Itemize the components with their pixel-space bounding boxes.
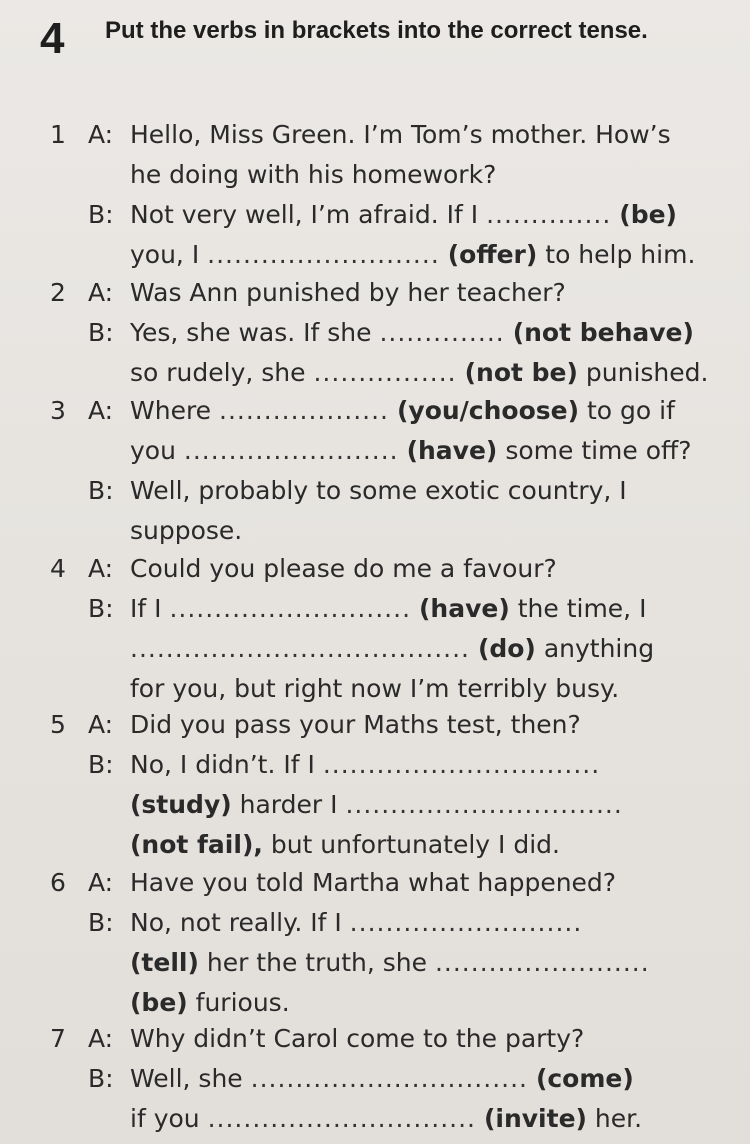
speaker-a-line: Did you pass your Maths test, then? [130,710,581,739]
speaker-a-label: A: [88,1024,114,1053]
text: Well, she [130,1064,243,1093]
answer-blank[interactable]: ........................... [169,594,412,623]
text: but unfortunately I did. [270,830,560,859]
speaker-b-line-1 [130,1060,710,1098]
speaker-b-label: B: [88,476,114,505]
speaker-a-label: A: [88,554,114,583]
text: her the truth, she [206,948,428,977]
text: you [130,436,176,465]
speaker-a-label: A: [88,710,114,739]
speaker-b-line-2 [130,786,710,824]
answer-blank[interactable]: .............. [379,318,505,347]
speaker-a-label: A: [88,868,114,897]
speaker-b-label: B: [88,318,114,347]
speaker-b-line-1 [130,196,710,234]
speaker-b-label: B: [88,1064,114,1093]
speaker-b-line-2 [130,944,710,982]
text: you, I [130,240,200,269]
text: some time off? [505,436,692,465]
item-number: 1 [50,120,66,149]
item-number: 4 [50,554,66,583]
verb-prompt: (come) [535,1064,634,1093]
text: If I [130,594,162,623]
text: Yes, she was. If she [130,318,372,347]
answer-blank[interactable]: .......................... [349,908,583,937]
text: the time, I [517,594,647,623]
verb-prompt: (be) [619,200,677,229]
exercise-instruction: Put the verbs in brackets into the correct tense. [105,17,648,44]
verb-prompt: (have) [406,436,498,465]
text: No, I didn’t. If I [130,750,315,779]
speaker-b-line-3 [130,826,710,864]
speaker-b-label: B: [88,908,114,937]
speaker-a-line: Could you please do me a favour? [130,554,557,583]
speaker-a-line: Was Ann punished by her teacher? [130,278,566,307]
verb-prompt: (study) [130,790,232,819]
text: Where [130,396,212,425]
speaker-b-line-3 [130,984,710,1022]
speaker-a-label: A: [88,120,114,149]
text: harder I [239,790,338,819]
item-number: 3 [50,396,66,425]
speaker-b-label: B: [88,200,114,229]
answer-blank[interactable]: ........................ [434,948,650,977]
verb-prompt: (be) [130,988,188,1017]
answer-blank[interactable]: ............................... [250,1064,528,1093]
text: so rudely, she [130,358,306,387]
verb-prompt: (not be) [464,358,578,387]
speaker-b-line-2 [130,1100,710,1138]
speaker-b-line-2 [130,354,710,392]
text: Not very well, I’m afraid. If I [130,200,479,229]
text: anything [543,634,655,663]
speaker-b-line-2 [130,630,710,668]
verb-prompt: (have) [418,594,510,623]
speaker-a-line: Have you told Martha what happened? [130,868,617,897]
speaker-b-line-2 [130,236,710,274]
answer-blank[interactable]: ................ [313,358,457,387]
verb-prompt: (offer) [447,240,538,269]
item-number: 6 [50,868,66,897]
text: her. [594,1104,643,1133]
answer-blank[interactable]: .............................. [207,1104,476,1133]
item-number: 2 [50,278,66,307]
verb-prompt: (do) [477,634,536,663]
speaker-a-line-2 [130,432,710,470]
speaker-a-line: Why didn’t Carol come to the party? [130,1024,585,1053]
item-number: 5 [50,710,66,739]
speaker-b-label: B: [88,594,114,623]
speaker-b-line-1 [130,314,710,352]
answer-blank[interactable]: .......................... [207,240,440,269]
answer-blank[interactable]: ............................... [322,750,601,779]
text: furious. [195,988,290,1017]
exercise-number: 4 [40,14,65,63]
item-number: 7 [50,1024,66,1053]
verb-prompt: (you/choose) [396,396,580,425]
verb-prompt: (not fail), [130,830,263,859]
text: No, not really. If I [130,908,342,937]
verb-prompt: (not behave) [512,318,694,347]
speaker-a-label: A: [88,278,114,307]
text: punished. [585,358,709,387]
text: if you [130,1104,200,1133]
speaker-b-line-2: suppose. [130,516,243,545]
speaker-b-line-1 [130,590,710,628]
text: to go if [586,396,675,425]
speaker-b-label: B: [88,750,114,779]
speaker-a-line-1 [130,392,710,430]
speaker-a-line-1: Hello, Miss Green. I’m Tom’s mother. How’s [130,120,671,149]
speaker-b-line-3: for you, but right now I’m terribly busy. [130,674,620,703]
verb-prompt: (tell) [130,948,199,977]
text: to help him. [545,240,696,269]
answer-blank[interactable]: ........................ [183,436,399,465]
speaker-b-line-1 [130,746,710,784]
speaker-b-line-1 [130,904,710,942]
answer-blank[interactable]: ...................................... [130,634,470,663]
speaker-a-line-2: he doing with his homework? [130,160,497,189]
answer-blank[interactable]: ................... [219,396,390,425]
speaker-b-line-1: Well, probably to some exotic country, I [130,476,627,505]
verb-prompt: (invite) [483,1104,587,1133]
answer-blank[interactable]: ............................... [345,790,623,819]
answer-blank[interactable]: .............. [486,200,612,229]
speaker-a-label: A: [88,396,114,425]
